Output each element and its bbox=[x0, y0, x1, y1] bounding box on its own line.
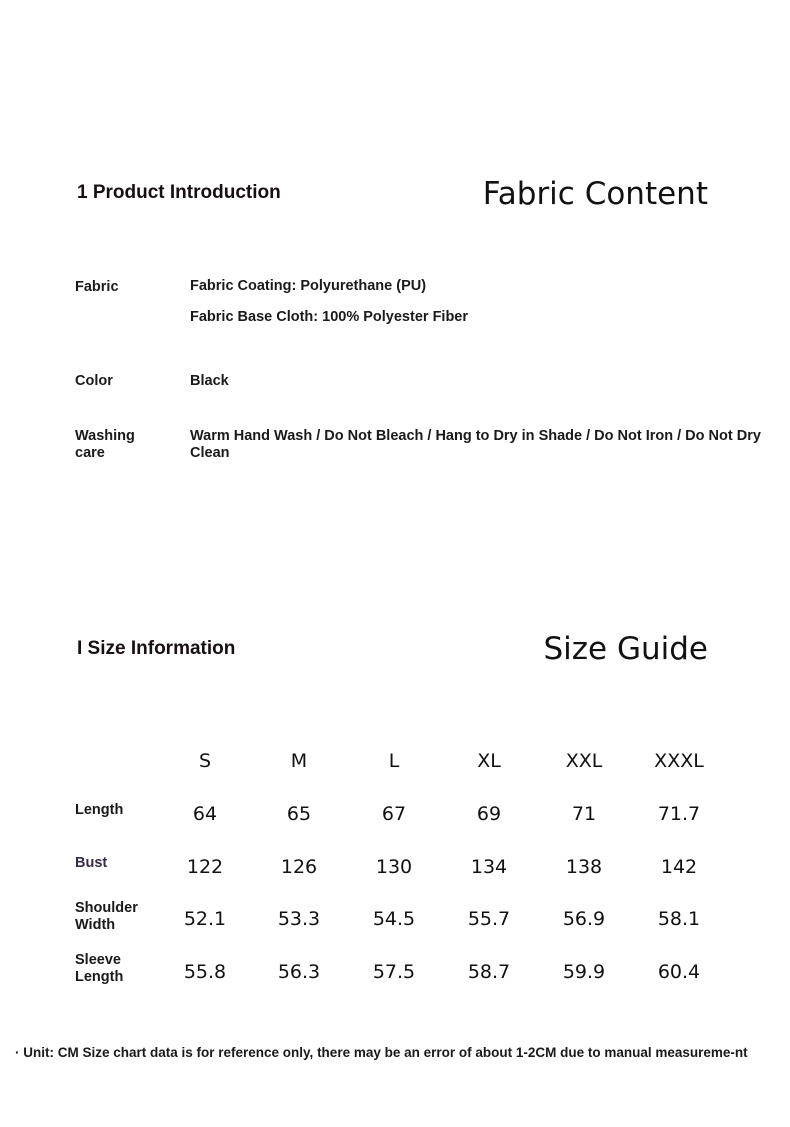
size-cell: 138 bbox=[565, 856, 603, 878]
size-cell: 59.9 bbox=[562, 961, 606, 983]
size-cell: 134 bbox=[470, 856, 508, 878]
size-cell: 58.7 bbox=[467, 961, 511, 983]
size-header-xl: XL bbox=[477, 750, 501, 772]
size-cell: 142 bbox=[660, 856, 698, 878]
size-cell: 71 bbox=[571, 803, 597, 825]
size-header-xxxl: XXXL bbox=[654, 750, 704, 772]
size-guide-title: Size Guide bbox=[543, 631, 708, 667]
washing-care-label: Washing care bbox=[75, 428, 135, 461]
size-cell: 53.3 bbox=[277, 908, 321, 930]
size-section-label: I Size Information bbox=[77, 638, 236, 659]
color-value: Black bbox=[190, 373, 229, 389]
size-cell: 65 bbox=[286, 803, 312, 825]
size-cell: 52.1 bbox=[183, 908, 227, 930]
size-footnote: · Unit: CM Size chart data is for reference only, there may be an error of about 1-2CM due to manual measureme-nt bbox=[15, 1045, 748, 1060]
size-cell: 55.7 bbox=[467, 908, 511, 930]
size-cell: 57.5 bbox=[372, 961, 416, 983]
size-row-label-sleeve-length: Sleeve Length bbox=[75, 952, 124, 985]
fabric-label: Fabric bbox=[75, 279, 119, 295]
size-row-label-bust: Bust bbox=[75, 855, 108, 871]
size-cell: 126 bbox=[280, 856, 318, 878]
size-cell: 71.7 bbox=[657, 803, 701, 825]
size-row-label-length: Length bbox=[75, 802, 124, 818]
washing-care-value: Warm Hand Wash / Do Not Bleach / Hang to Dry in Shade / Do Not Iron / Do Not Dry Clean bbox=[190, 428, 761, 461]
size-header-l: L bbox=[388, 750, 400, 772]
product-section-label: 1 Product Introduction bbox=[77, 182, 281, 203]
size-row-label-shoulder-width: Shoulder Width bbox=[75, 900, 138, 933]
fabric-content-title: Fabric Content bbox=[482, 176, 708, 212]
size-cell: 67 bbox=[381, 803, 407, 825]
size-cell: 122 bbox=[186, 856, 224, 878]
size-cell: 130 bbox=[375, 856, 413, 878]
fabric-base-value: Fabric Base Cloth: 100% Polyester Fiber bbox=[190, 309, 469, 325]
size-header-m: M bbox=[290, 750, 308, 772]
size-cell: 58.1 bbox=[657, 908, 701, 930]
size-cell: 56.3 bbox=[277, 961, 321, 983]
size-cell: 54.5 bbox=[372, 908, 416, 930]
size-header-s: S bbox=[198, 750, 212, 772]
size-cell: 60.4 bbox=[657, 961, 701, 983]
color-label: Color bbox=[75, 373, 113, 389]
size-cell: 64 bbox=[192, 803, 218, 825]
fabric-coating-value: Fabric Coating: Polyurethane (PU) bbox=[190, 278, 427, 294]
size-header-xxl: XXL bbox=[565, 750, 603, 772]
size-cell: 56.9 bbox=[562, 908, 606, 930]
size-cell: 69 bbox=[476, 803, 502, 825]
size-cell: 55.8 bbox=[183, 961, 227, 983]
